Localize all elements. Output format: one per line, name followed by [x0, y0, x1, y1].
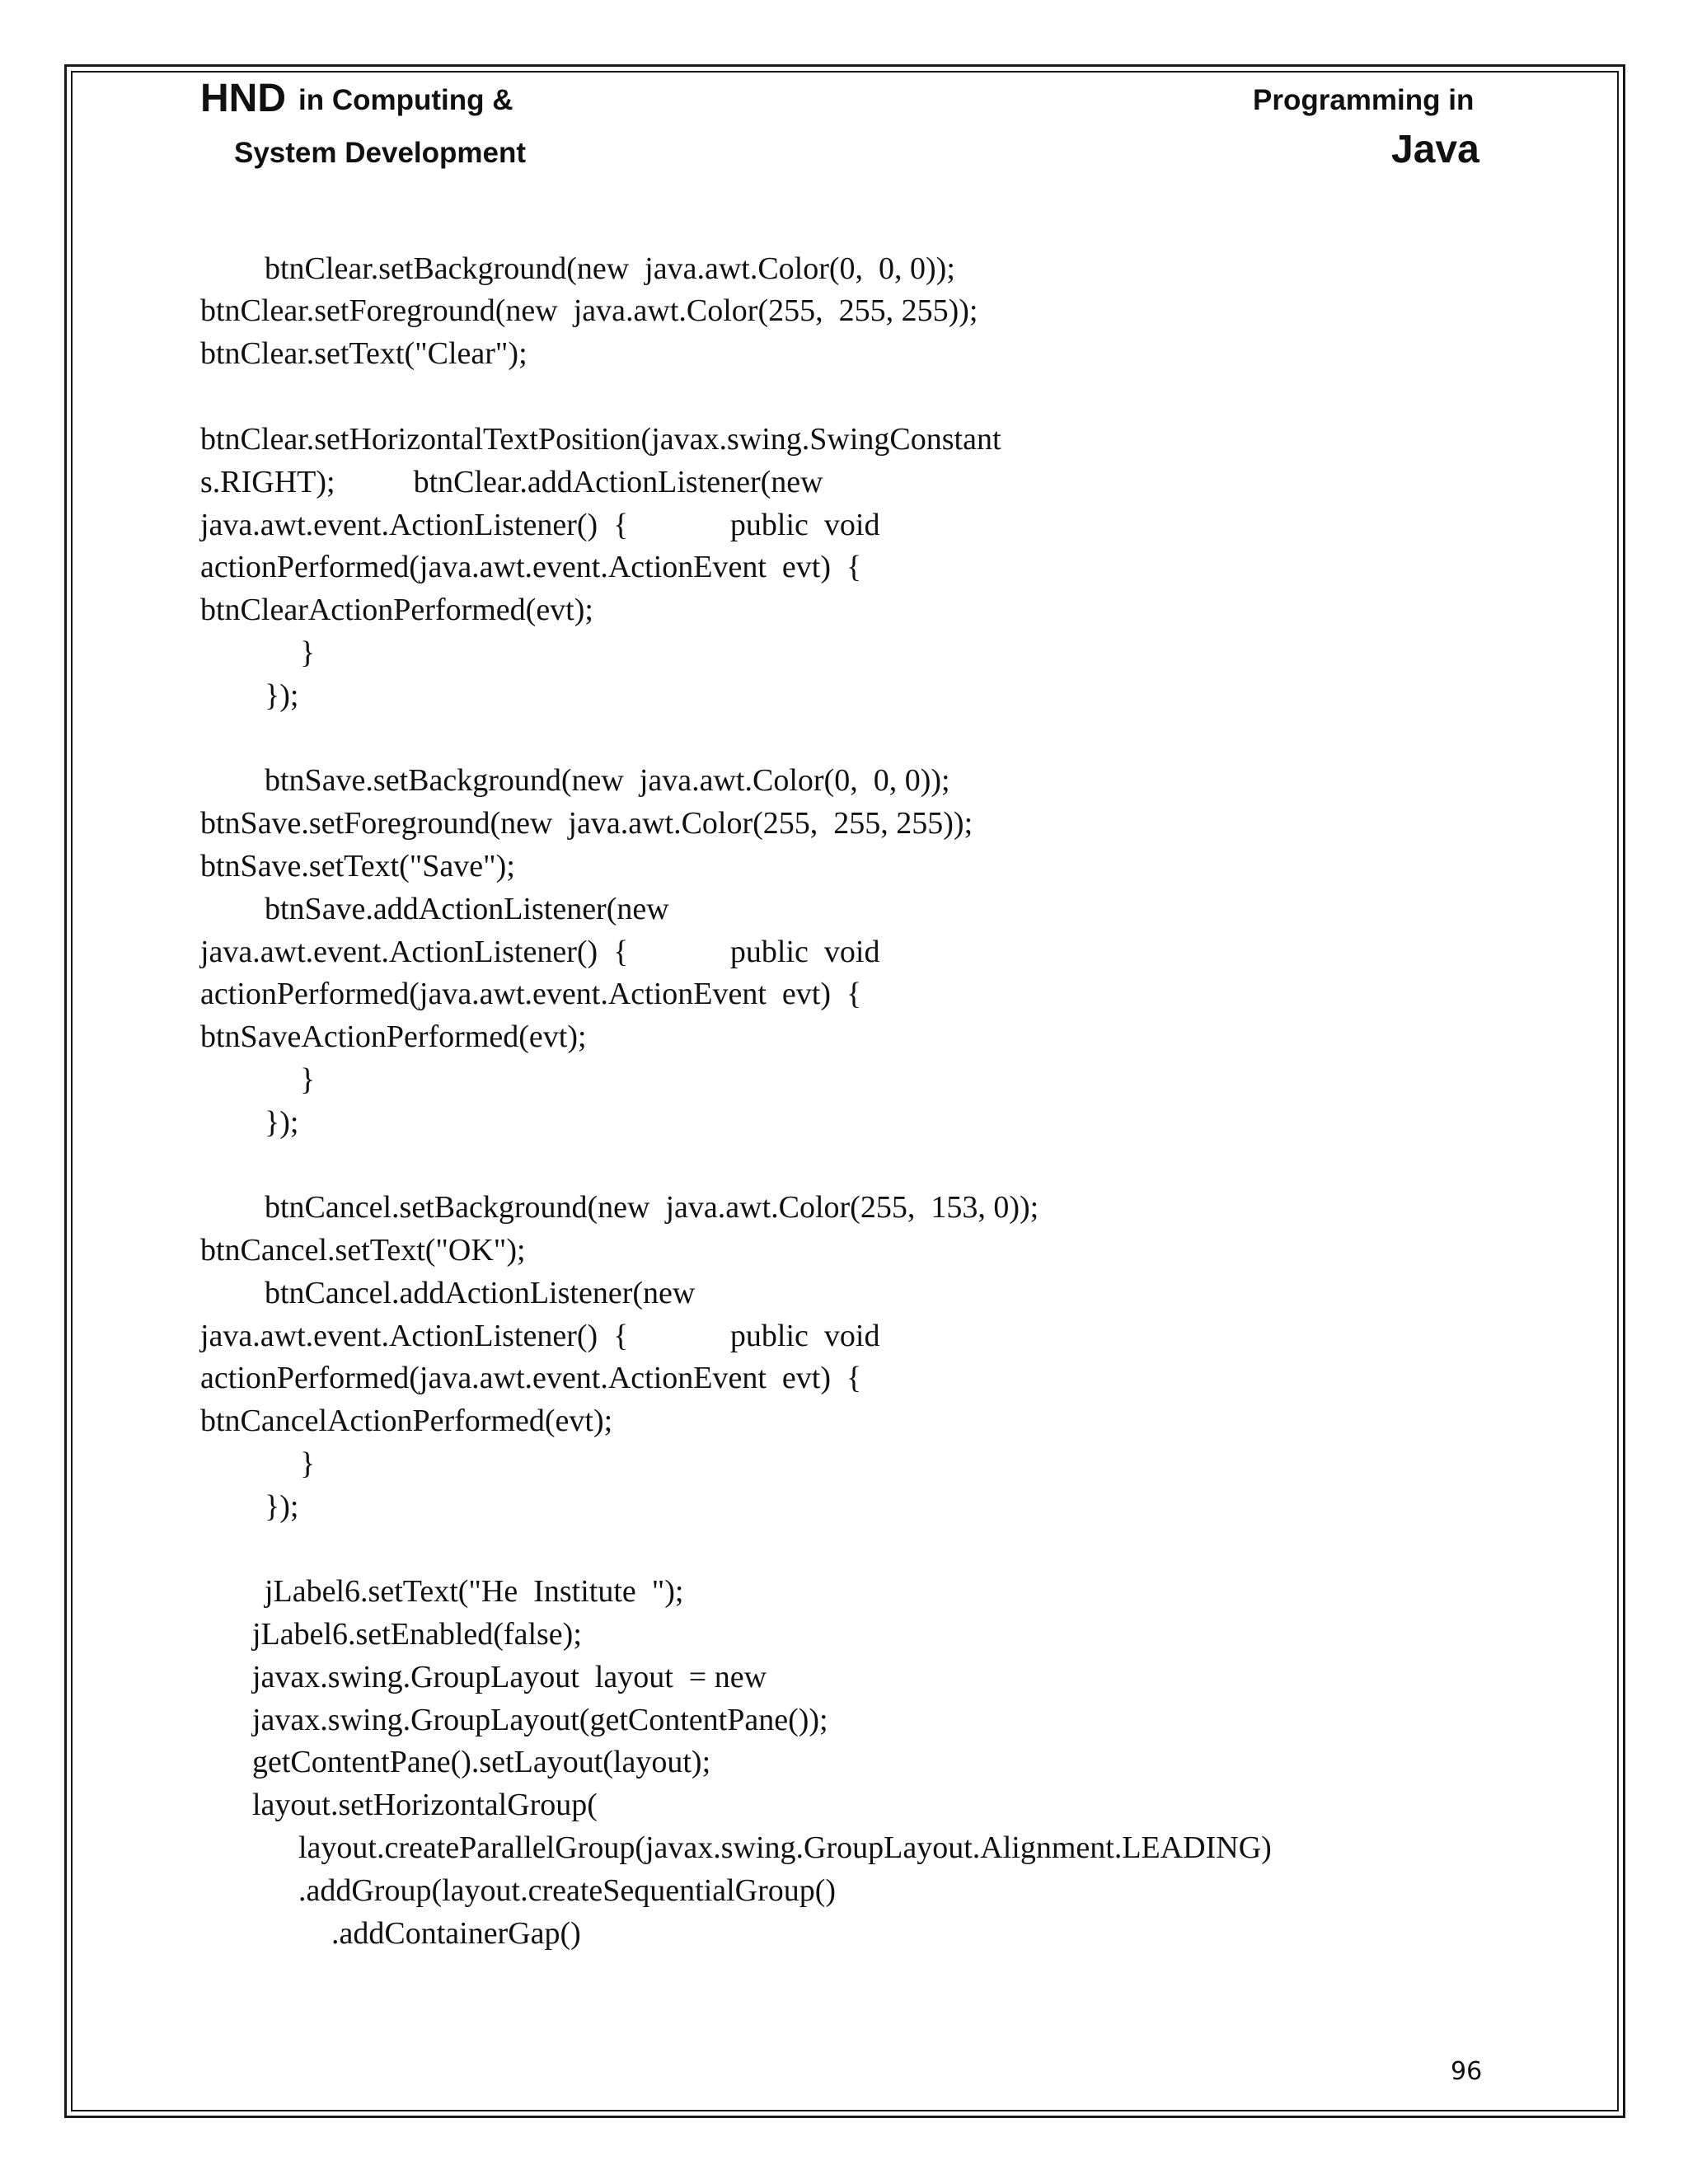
- code-line: btnClear.setHorizontalTextPosition(javax.swing.SwingConstant: [200, 422, 1001, 457]
- code-line: });: [265, 678, 299, 713]
- code-line: layout.setHorizontalGroup(: [252, 1788, 598, 1822]
- code-line: btnCancelActionPerformed(evt);: [200, 1404, 613, 1438]
- header-hnd: HND: [200, 77, 286, 120]
- header-subject-line1: Programming in: [1253, 84, 1475, 116]
- code-line: btnSave.addActionListener(new: [265, 892, 669, 926]
- code-line: btnClear.setForeground(new java.awt.Color(255, 255, 255));: [200, 293, 978, 328]
- code-line: actionPerformed(java.awt.event.ActionEvent evt) {: [200, 550, 862, 584]
- code-line: btnSave.setBackground(new java.awt.Color(0, 0, 0));: [265, 763, 950, 798]
- code-line: java.awt.event.ActionListener() { public void: [200, 935, 880, 969]
- code-line: btnSave.setForeground(new java.awt.Color(255, 255, 255));: [200, 806, 973, 841]
- code-line: }: [300, 1446, 316, 1481]
- code-line: btnCancel.setBackground(new java.awt.Color(255, 153, 0));: [265, 1190, 1039, 1225]
- code-line: });: [265, 1105, 299, 1140]
- code-line: java.awt.event.ActionListener() { public void: [200, 1319, 880, 1353]
- header-course-line2: System Development: [234, 137, 527, 169]
- code-line: });: [265, 1489, 299, 1524]
- code-line: actionPerformed(java.awt.event.ActionEvent evt) {: [200, 1361, 862, 1395]
- code-line: layout.createParallelGroup(javax.swing.GroupLayout.Alignment.LEADING): [298, 1830, 1272, 1865]
- code-line: .addGroup(layout.createSequentialGroup(): [298, 1873, 837, 1908]
- code-line: getContentPane().setLayout(layout);: [252, 1745, 711, 1779]
- header-subject-line2: Java: [1391, 128, 1479, 171]
- code-line: btnClear.setText("Clear");: [200, 336, 528, 371]
- code-line: }: [300, 1062, 316, 1097]
- code-line: jLabel6.setText("He Institute ");: [265, 1574, 684, 1609]
- code-line: }: [300, 635, 316, 670]
- code-line: btnCancel.setText("OK");: [200, 1233, 526, 1268]
- code-line: btnCancel.addActionListener(new: [265, 1276, 696, 1310]
- page-number: 96: [1451, 2057, 1483, 2086]
- code-line: btnClear.setBackground(new java.awt.Color(0, 0, 0));: [265, 251, 955, 286]
- code-line: btnClearActionPerformed(evt);: [200, 593, 593, 627]
- code-line: btnSaveActionPerformed(evt);: [200, 1019, 587, 1054]
- code-line: javax.swing.GroupLayout(getContentPane());: [252, 1703, 828, 1737]
- code-line: .addContainerGap(): [331, 1916, 581, 1951]
- code-line: s.RIGHT); btnClear.addActionListener(new: [200, 465, 823, 499]
- code-line: actionPerformed(java.awt.event.ActionEvent evt) {: [200, 977, 862, 1011]
- header-course-line1: in Computing &: [298, 84, 513, 116]
- code-line: java.awt.event.ActionListener() { public void: [200, 508, 880, 542]
- code-line: jLabel6.setEnabled(false);: [252, 1617, 582, 1652]
- code-line: btnSave.setText("Save");: [200, 849, 515, 883]
- code-line: javax.swing.GroupLayout layout = new: [252, 1660, 767, 1694]
